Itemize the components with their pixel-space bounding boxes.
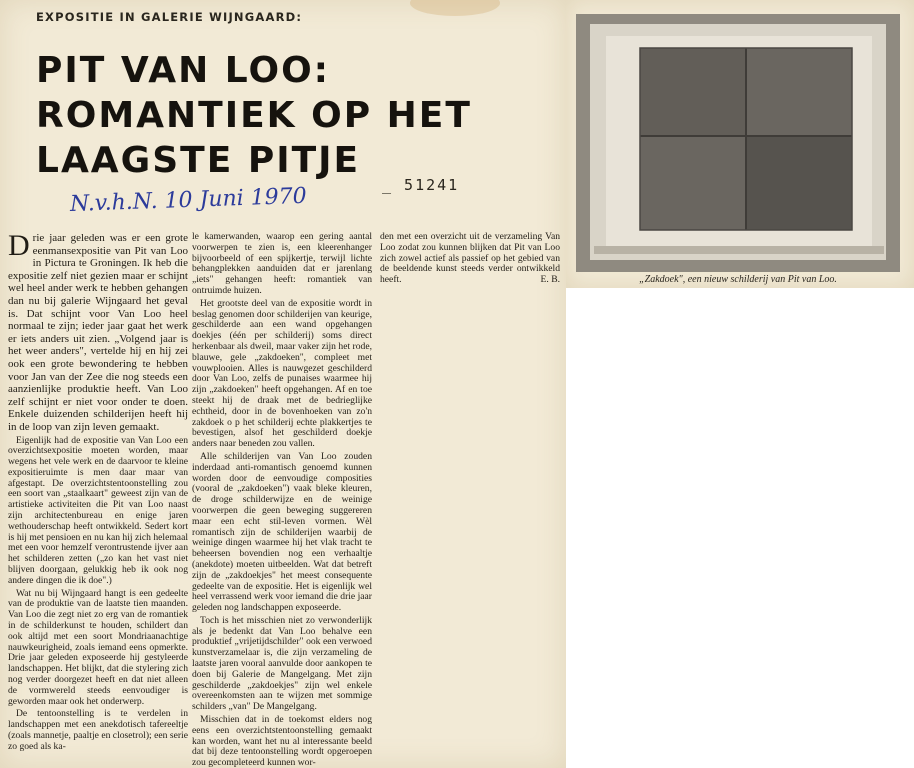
headline-line-2: ROMANTIEK OP HET: [36, 95, 472, 136]
paragraph: Alle schilderijen van Van Loo zouden inderdaad anti-romantisch genoemd kunnen worden door de eenvoudige composities (vooral de „zakdoeken") vaak bleke kleuren, de droge schilderwijze en de weinige voorwerpen die geen beweging suggereren maar een echt stil-leven vormen. Wèl romantisch zijn de schilderijen waarbij de weinige dingen waarmee hij het vlak tracht te beheersen bovendien nog een verhaaltje (anekdote) moeten uitbeelden. Wat dat betreft zijn de „zakdoekjes" het meest consequente gedeelte van de expositie. Het is eigenlijk wel heel verrassend werk voor iemand die drie jaar geleden nog landschappen exposeerde.: [192, 450, 372, 614]
article-column-1: [8, 232, 188, 768]
dropcap: D: [8, 232, 30, 262]
headline-line-1: PIT VAN LOO:: [36, 50, 331, 91]
archive-number: _ 51241: [382, 176, 460, 194]
photo-caption: „Zakdoek", een nieuw schilderij van Pit van Loo.: [639, 274, 837, 285]
headline: [36, 48, 472, 183]
paragraph: Toch is het misschien niet zo verwonderlijk als je bedenkt dat Van Loo behalve een produktief „vrijetijdschilder" ook een verwoed kunstverzamelaar is, die zijn verzameling de laatste jaren vooral aanvulde door aankopen te doen bij Galerie de Mangelgang. Met zijn geschilderde „zakdoekjes" zijn wel enkele overeenkomsten aan te wijzen met sommige schilders „van" De Mangelgang.: [192, 614, 372, 713]
kicker: EXPOSITIE IN GALERIE WIJNGAARD:: [36, 10, 303, 24]
paragraph: Eigenlijk had de expositie van Van Loo een overzichtsexpositie moeten worden, maar wegens het vele werk en de daarvoor te kleine expositieruimte is men daar maar van afgestapt. De overzichtstentoonstelling zou een soort van „staalkaart" geweest zijn van de artistieke activiteiten die Pit van Loo naast zijn architectenbureau en enige jaren wethouderschap heeft ontwikkeld. Sedert kort is hij met pensioen en nu kan hij zich helemaal met een voor hemzelf verontrustende ijver aan het schilderen zetten („zo kan het vast niet blijven doorgaan, gelukkig heb ik ook nog andere dingen die ik doe".): [8, 434, 188, 586]
closing-paragraph: [380, 232, 560, 286]
lead-paragraph: [8, 232, 188, 434]
paper-stain: [410, 0, 500, 16]
lead-text: rie jaar geleden was er een grote eenmansexpositie van Pit van Loo in Pictura te Groningen. Ik heb die expositie zelf niet gezien maar er schijnt wel heel ander werk te hebben gehangen dan nu bij galerie Wijngaard het geval is. Dat schijnt voor Van Loo heel normaal te zijn; ieder jaar gaat het werk er iets anders uit zien. „Volgend jaar is het weer anders", vertelde hij en hij zei ook een grote bewondering te hebben voor Jan van der Zee die nog steeds een aanzienlijke produktie heeft. Van Loo zelf schijnt er niet voor onder te doen. Enkele duizenden schilderijen heeft hij in de loop van zijn leven gemaakt.: [8, 232, 188, 433]
article-column-3: [380, 232, 560, 286]
paragraph: De tentoonstelling is te verdelen in landschappen met een anekdotisch tafereeltje (zoals mannetje, paaltje en closetrol); een serie zo goed als ka-: [8, 708, 188, 752]
painting-photo: [576, 14, 900, 272]
paragraph: Het grootste deel van de expositie wordt in beslag genomen door schilderijen van keurige, geschilderde aan een wand opgehangen doekjes (één per schilderij) soms direct herkenbaar als dweil, maar vaker zijn het rode, blauwe, gele „zakdoeken", compleet met vouwplooien. Alles is nauwgezet geschilderd door Van Loo, zelfs de punaises waarmee hij zijn „zakdoeken" heeft opgehangen. Af en toe steekt hij de draak met de bedrieglijke echtheid, door in de bovenhoeken van zo'n zakdoek o p het schilderij echte plakkertjes te bevestigen, alsof het geschilderd doekje anders naar beneden zou vallen.: [192, 297, 372, 450]
article-column-2: [192, 232, 372, 768]
paragraph: le kamerwanden, waarop een gering aantal voorwerpen te zien is, een kleerenhanger bijvoorbeeld of een spijkertje, terwijl lichte behangplekken aanduiden dat er jarenlang „iets" gehangen heeft: romantiek van ontruimde huizen.: [192, 232, 372, 296]
paragraph: Misschien dat in de toekomst elders nog eens een overzichtstentoonstelling gemaakt kan worden, want het nu al interessante beeld dat bij deze tentoonstelling wordt opgeroepen zou gecompleteerd kunnen wor-: [192, 714, 372, 768]
closing-text: den met een overzicht uit de verzameling Van Loo zodat zou kunnen blijken dat Pit van Loo zich zowel actief als passief op het gebied van de beeldende kunst steeds verder ontwikkeld heeft.: [380, 232, 560, 286]
author-signature: E. B.: [540, 274, 560, 286]
paragraph: Wat nu bij Wijngaard hangt is een gedeelte van de produktie van de laatste tien maanden. Van Loo die zegt niet zo erg van de romantiek in de schilderkunst te houden, schildert dan ook altijd met een soort Mondriaanachtige nauwkeurigheid, zoals iemand eens opmerkte. Drie jaar geleden exposeerde hij gestyleerde landschappen. Het blijkt, dat die stylering zich nog verder doorgezet heeft en dat niet alleen de vormwereld steeds eenvoudiger is geworden maar ook het onderwerp.: [8, 587, 188, 707]
handwritten-date-note: N.v.h.N. 10 Juni 1970: [69, 183, 308, 217]
headline-line-3: LAAGSTE PITJE: [36, 140, 361, 181]
